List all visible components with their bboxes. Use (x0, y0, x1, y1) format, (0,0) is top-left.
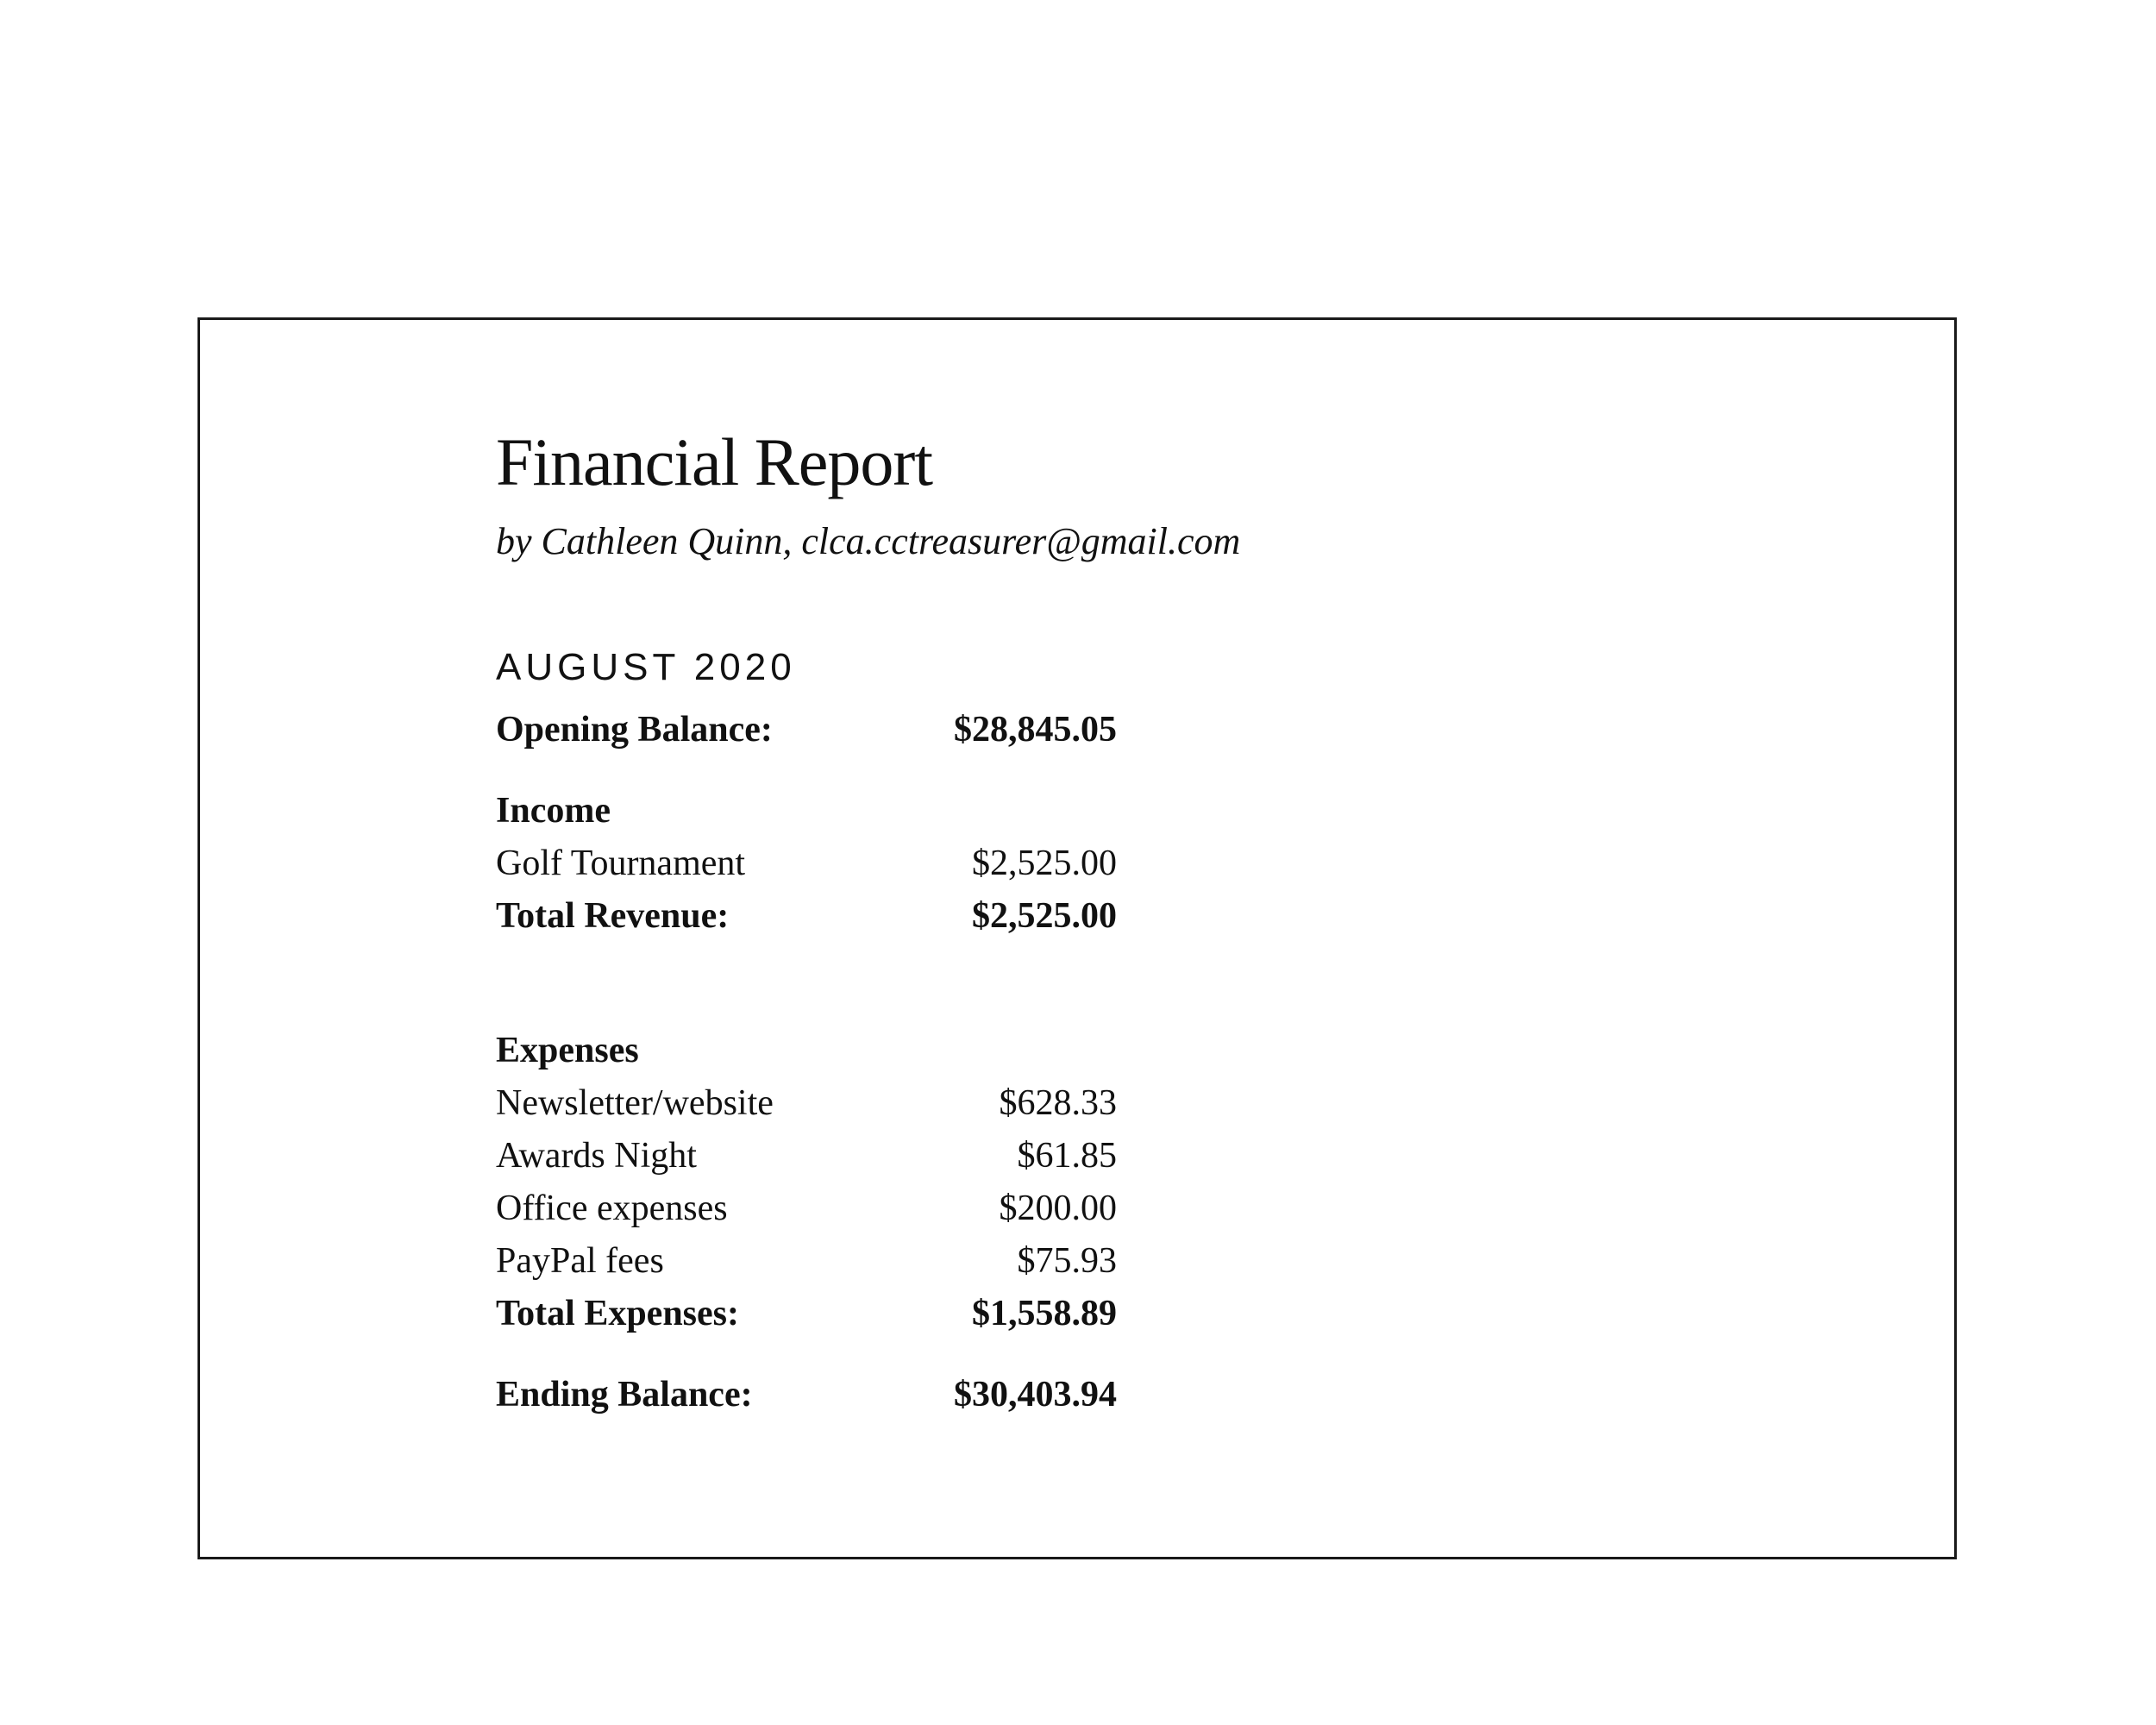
total-revenue-row (496, 892, 1117, 940)
total-revenue-amount: $2,525.00 (972, 896, 1117, 936)
total-expenses-label: Total Expenses: (496, 1294, 740, 1333)
income-item-row (496, 839, 1117, 888)
report-byline: by Cathleen Quinn, clca.cctreasurer@gmail.com (496, 520, 1241, 562)
total-expenses-amount: $1,558.89 (972, 1294, 1117, 1333)
opening-balance-label: Opening Balance: (496, 710, 773, 750)
expense-item-label: PayPal fees (496, 1241, 664, 1281)
expense-item-row (496, 1079, 1117, 1127)
opening-balance-row (496, 706, 1117, 754)
expense-item-amount: $628.33 (999, 1083, 1117, 1123)
report-period: AUGUST 2020 (496, 646, 796, 688)
expense-item-label: Newsletter/website (496, 1083, 774, 1123)
expenses-heading: Expenses (496, 1031, 639, 1070)
expense-item-amount: $200.00 (999, 1189, 1117, 1228)
ending-balance-row (496, 1371, 1117, 1419)
expense-item-row (496, 1132, 1117, 1180)
expense-item-row (496, 1237, 1117, 1285)
expense-item-label: Awards Night (496, 1136, 697, 1176)
total-revenue-label: Total Revenue: (496, 896, 730, 936)
opening-balance-amount: $28,845.05 (954, 710, 1117, 750)
income-item-amount: $2,525.00 (972, 844, 1117, 883)
expense-item-amount: $61.85 (1017, 1136, 1117, 1176)
expense-item-label: Office expenses (496, 1189, 728, 1228)
income-heading: Income (496, 791, 611, 831)
report-title: Financial Report (496, 424, 933, 499)
expense-item-amount: $75.93 (1017, 1241, 1117, 1281)
expense-item-row (496, 1184, 1117, 1233)
total-expenses-row (496, 1289, 1117, 1338)
ending-balance-label: Ending Balance: (496, 1375, 753, 1414)
ending-balance-amount: $30,403.94 (954, 1375, 1117, 1414)
income-item-label: Golf Tournament (496, 844, 746, 883)
